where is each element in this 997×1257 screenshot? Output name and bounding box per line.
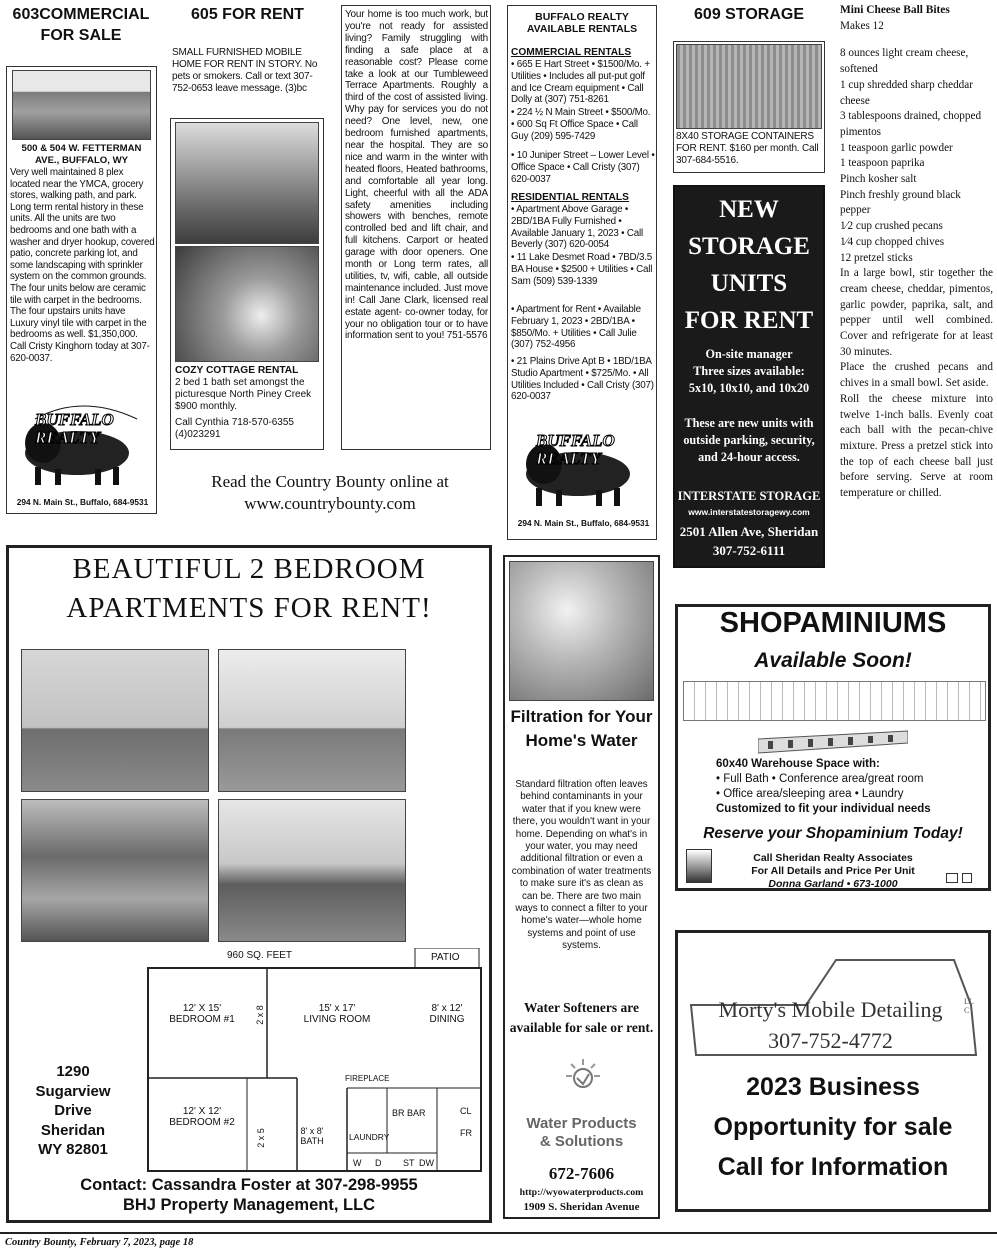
tumbleweed-terrace-ad: [341, 5, 491, 450]
mortys-line-3: Call for Information: [717, 1153, 949, 1181]
plan-fr: FR: [460, 1128, 472, 1138]
recipe-step: In a large bowl, stir together the cream cheese, cheddar, pimentos, garlic powder, paprika, salt, and pepper until well combined. Cover and refrigerate for at least 30 minutes.: [840, 267, 993, 358]
ingredient: 1 teaspoon garlic powder: [840, 141, 953, 154]
ingredient: 1 teaspoon paprika: [840, 157, 925, 170]
shop-call-2: For All Details and Price Per Unit: [751, 865, 915, 877]
shop-agent: Donna Garland • 673-1000: [768, 878, 898, 890]
water-products-ad: [503, 555, 660, 1219]
plan-bath: 8' x 8' BATH: [300, 1126, 324, 1146]
apartments-contact: Contact: Cassandra Foster at 307-298-9955: [80, 1176, 418, 1194]
shop-perspective-drawing: [758, 725, 908, 755]
plan-closet-1: 2 x 8: [254, 1005, 265, 1025]
recipe-makes: Makes 12: [840, 19, 884, 32]
plan-bedroom-2: 12' X 12' BEDROOM #2: [169, 1106, 235, 1128]
interstate-storage-ad: [673, 185, 825, 568]
mortys-phone: 307-752-4772: [768, 1028, 893, 1053]
residential-rental-2: • 11 Lake Desmet Road • 7BD/3.5 BA House • $2500 + Utilities • Call Sam (509) 539-1339: [511, 252, 653, 287]
mortys-llc: LLC: [964, 997, 974, 1015]
ingredient: 3 tablespoons drained, chopped pimentos: [840, 110, 982, 138]
ingredient: 1 cup shredded sharp cheddar cheese: [840, 78, 973, 107]
creek-photo: [175, 246, 319, 362]
recipe-title: Mini Cheese Ball Bites: [840, 4, 950, 16]
storage-big-title: NEW STORAGE UNITS FOR RENT: [684, 196, 814, 334]
apartments-address: 1290 Sugarview Drive Sheridan WY 82801: [35, 1063, 111, 1158]
shopaminiums-ad: [675, 604, 991, 891]
for-rent-heading: 605 FOR RENT: [191, 6, 304, 23]
plan-fireplace: FIREPLACE: [345, 1074, 390, 1083]
plan-brbar: BR BAR: [392, 1108, 426, 1118]
cottage-photo-1: [175, 122, 319, 244]
apartments-ad: [6, 545, 492, 1223]
ingredient: 1⁄4 cup chopped chives: [840, 235, 945, 248]
container-ad-text: 8X40 STORAGE CONTAINERS FOR RENT. $160 per month. Call 307-684-5516.: [676, 131, 819, 166]
water-brand-1: Water Products: [526, 1115, 637, 1132]
shop-space: 60x40 Warehouse Space with:: [716, 758, 880, 770]
ingredient: 1⁄2 cup crushed pecans: [840, 220, 943, 233]
logo-footer-2: 294 N. Main St., Buffalo, 684-9531: [517, 518, 650, 528]
listing-address: 500 & 504 W. FETTERMAN AVE., BUFFALO, WY: [21, 143, 142, 166]
commercial-rental-1: • 665 E Hart Street • $1500/Mo. + Utilities • Includes all put-put golf and Ice Cream equipment • Call Dolly at (307) 751-8261: [511, 59, 650, 106]
bedroom-photo: [218, 799, 406, 942]
plan-laundry: LAUNDRY: [349, 1132, 390, 1142]
cottage-ad-box: [170, 118, 324, 450]
shop-subtitle: Available Soon!: [754, 649, 912, 672]
ingredient: Pinch kosher salt: [840, 173, 917, 186]
residential-rental-3: • Apartment for Rent • Available February 1, 2023 • 2BD/1BA • $850/Mo. + Utilities • Call Julie (307) 752-4956: [511, 304, 641, 351]
buffalo-realty-rentals-box: [507, 5, 657, 540]
page-footer: Country Bounty, February 7, 2023, page 18: [5, 1237, 194, 1248]
footer-rule: [0, 1232, 997, 1234]
shop-bullets-1: • Full Bath • Conference area/great room: [716, 773, 924, 785]
plan-dining: 8' x 12' DINING: [429, 1003, 465, 1025]
living-room-photo-2: [218, 649, 406, 792]
buffalo-realty-logo-2: [516, 418, 651, 510]
mortys-line-1: 2023 Business: [746, 1073, 920, 1101]
storage-sizes-1: Three sizes available:: [693, 364, 805, 378]
shop-custom: Customized to fit your individual needs: [716, 803, 931, 815]
water-softeners: Water Softeners are available for sale or rent.: [509, 1000, 654, 1035]
cottage-call: Call Cynthia 718-570-6355: [175, 417, 294, 428]
realtor-icon: [962, 873, 972, 883]
read-online-url: www.countrybounty.com: [244, 494, 416, 513]
commercial-for-sale-heading: 603COMMERCIAL FOR SALE: [12, 6, 150, 44]
commercial-rental-3: • 10 Juniper Street – Lower Level • Office Space • Call Cristy (307) 620-0037: [511, 150, 655, 185]
mortys-name: Morty's Mobile Detailing: [718, 997, 943, 1022]
kitchen-photo: [21, 799, 209, 942]
plan-closet-2: 2 x 5: [255, 1128, 266, 1148]
read-online-line1: Read the Country Bounty online at: [211, 472, 449, 491]
container-photo: [676, 44, 822, 129]
ingredient: 8 ounces light cream cheese, softened: [840, 47, 969, 76]
commercial-listing-box: [6, 66, 157, 514]
plan-sqft: 960 SQ. FEET: [227, 950, 293, 961]
shop-bullets-2: • Office area/sleeping area • Laundry: [716, 788, 904, 800]
shop-reserve: Reserve your Shopaminium Today!: [703, 825, 963, 842]
building-photo: [12, 70, 151, 140]
storage-heading: 609 STORAGE: [694, 6, 804, 23]
shop-title: SHOPAMINIUMS: [719, 607, 947, 639]
plan-bedroom-1: 12' X 15' BEDROOM #1: [169, 1003, 235, 1025]
buffalo-realty-logo: [15, 397, 150, 489]
recipe-step: Place the crushed pecans and chives in a small bowl. Set aside.: [840, 361, 993, 390]
shop-call-1: Call Sheridan Realty Associates: [753, 852, 913, 864]
recipe-step: Roll the cheese mixture into twelve 1-inch balls. Evenly coat each ball with the pecan-chive mixture. Press a pretzel stick into the top of each cheese ball just before serving. Serve at room temperature or chilled.: [840, 392, 993, 500]
storage-features: These are new units with outside parking, security, and 24-hour access.: [683, 416, 815, 464]
sheridan-realty-logo: [686, 849, 712, 883]
storage-company: INTERSTATE STORAGE: [677, 489, 821, 503]
logo-wordmark-2: BUFFALO REALTY: [536, 431, 615, 468]
plan-patio: PATIO: [431, 952, 460, 963]
living-room-photo: [21, 649, 209, 792]
water-address: 1909 S. Sheridan Avenue: [523, 1201, 640, 1213]
shop-elevation-drawing: [683, 681, 986, 721]
water-body: Standard filtration often leaves behind contaminants in your water that if you knew were there, you wouldn't want in your home. Depending on what's in your water, you may need additional filtration or even a combination of water treatments to make sure it's as clean as can be. There are two main ways to connect a filter to your home's water—whole home systems and point of use systems.: [511, 779, 652, 952]
mortys-line-2: Opportunity for sale: [713, 1113, 953, 1141]
plan-living-room: 15' x 17' LIVING ROOM: [303, 1003, 371, 1025]
plan-st: ST: [403, 1158, 415, 1168]
storage-phone: 307-752-6111: [712, 543, 786, 558]
commercial-rental-2: • 224 ½ N Main Street • $500/Mo. • 600 Sq Ft Office Space • Call Guy (209) 595-7429: [511, 107, 651, 142]
water-website: http://wyowaterproducts.com: [519, 1187, 644, 1198]
rentals-title-2: AVAILABLE RENTALS: [526, 23, 638, 35]
listing-body: Very well maintained 8 plex located near the YMCA, grocery stores, walking path, and park. Long term rental history in these units. All the units are two bedrooms and one bath with a washer and dryer hookup, covered patio, concrete parking lot, and some landscaping with sprinkler system on the common grounds. The four units below are ceramic tile with carpet in the bedrooms. The four upstairs units have Luxury vinyl tile with carpet in the bedrooms as well. $1,350,000. Call Cristy Kinghorn today at 307-620-0037.: [10, 167, 155, 364]
commercial-rentals-heading: COMMERCIAL RENTALS: [511, 47, 632, 58]
ingredient: 12 pretzel sticks: [840, 251, 913, 264]
equal-housing-icon: [946, 873, 958, 883]
logo-wordmark: BUFFALO REALTY: [35, 410, 114, 447]
storage-street: 2501 Allen Ave, Sheridan: [679, 524, 819, 539]
plan-d: D: [375, 1158, 382, 1168]
water-photo: [509, 561, 654, 701]
apartments-title-1: BEAUTIFUL 2 BEDROOM: [72, 553, 426, 585]
residential-rental-1: • Apartment Above Garage • 2BD/1BA Fully Furnished • Available January 1, 2023 • Call Beverly (307) 620-0054: [511, 204, 643, 251]
cottage-body: 2 bed 1 bath set amongst the picturesque North Piney Creek $900 monthly.: [175, 377, 312, 412]
apartments-title-2: APARTMENTS FOR RENT!: [66, 592, 432, 624]
cottage-code: (4)023291: [175, 429, 221, 440]
water-brand-2: & Solutions: [539, 1133, 624, 1150]
plan-cl: CL: [460, 1106, 472, 1116]
mobile-home-ad: SMALL FURNISHED MOBILE HOME FOR RENT IN STORY. No pets or smokers. Call or text 307-752-0653 leave message. (3)bc: [172, 47, 318, 94]
plan-w: W: [353, 1158, 362, 1168]
storage-container-ad: [673, 41, 825, 173]
plan-dw: DW: [419, 1158, 434, 1168]
storage-sizes-2: 5x10, 10x10, and 10x20: [688, 381, 810, 395]
rentals-title-1: BUFFALO REALTY: [535, 11, 629, 23]
water-phone: 672-7606: [548, 1164, 615, 1183]
recipe: [840, 3, 993, 502]
mortys-ad: [675, 930, 991, 1212]
logo-footer: 294 N. Main St., Buffalo, 684-9531: [16, 497, 149, 507]
storage-website: www.interstatestoragewy.com: [688, 507, 810, 517]
cottage-title: COZY COTTAGE RENTAL: [175, 365, 299, 376]
water-title: Filtration for Your Home's Water: [510, 707, 653, 750]
ingredient: Pinch freshly ground black pepper: [840, 188, 961, 217]
tumbleweed-body: Your home is too much work, but you're not ready for assisted living? Family struggling with finding a safe place at a reasonable cost? Please come take a look at our Tumbleweed Terrace Apartments. Roughly a third of the cost of assisted living. Why pay for services you do not need? One level, new, one bedroom furnished apartments, near the hospital. They are so nice and warm in the winter with heated floors, Heated bathrooms, and comfortable all year long. Light, cheerful with all the ADA safety amenities including showers with benches, remote controlled bed and lift chair, and full kitchens. Carport or heated garage with door openers. One month or Long term rates, all utilities, tv, wifi, cable, all outside maintenance included. Just move in! Call Jane Clark, licensed real estate agent- co-owner today, for your no obligation tour or to have information sent to you! 751-5576: [345, 9, 488, 342]
apartments-company: BHJ Property Management, LLC: [122, 1196, 376, 1214]
storage-manager: On-site manager: [705, 347, 793, 361]
residential-rentals-heading: RESIDENTIAL RENTALS: [511, 192, 629, 203]
residential-rental-4: • 21 Plains Drive Apt B • 1BD/1BA Studio Apartment • $725/Mo. • All Utilities Included • Call Cristy (307) 620-0037: [511, 356, 654, 403]
water-drop-icon: [563, 1056, 603, 1096]
floor-plan: [147, 948, 487, 1173]
